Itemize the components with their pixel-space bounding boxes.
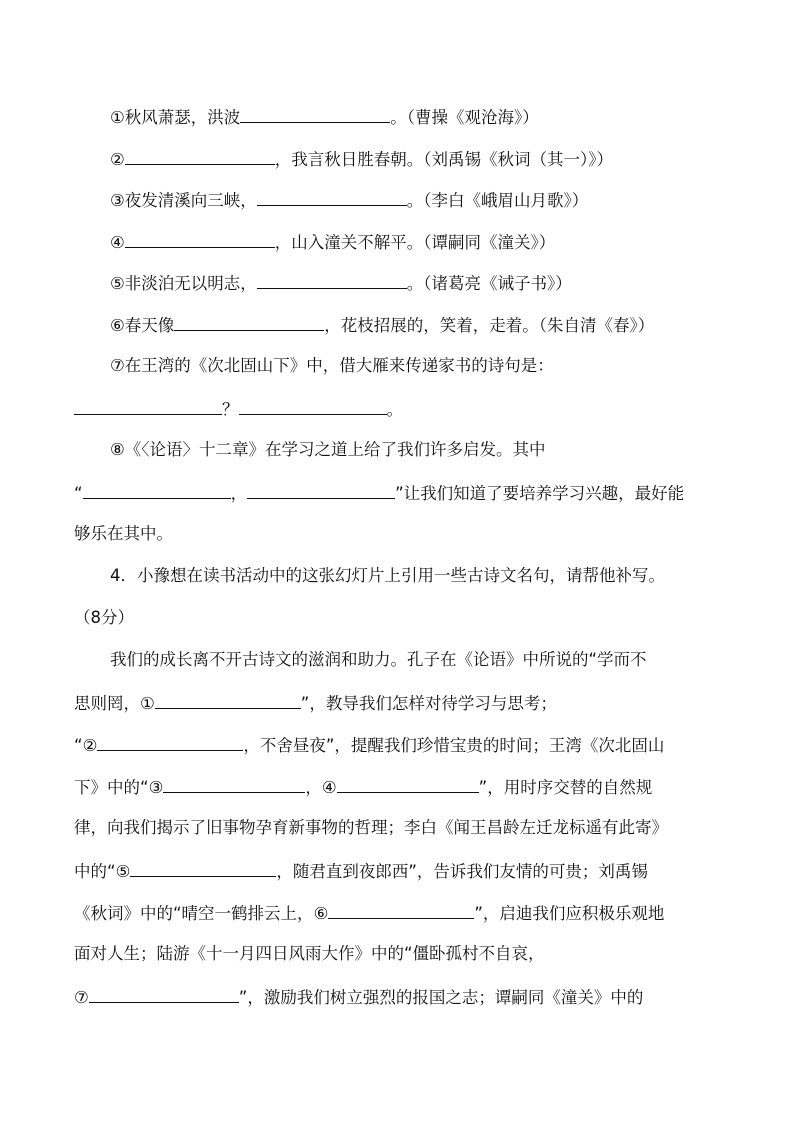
passage-line-9: ⑦ ”，激励我们树立强烈的报国之志；谭嗣同《潼关》中的 (74, 983, 754, 1009)
passage-line-5: 律，向我们揭示了旧事物孕育新事物的哲理；李白《闻王昌龄左迁龙标遥有此寄》 (74, 818, 668, 837)
question-mark: ？ (222, 400, 239, 419)
answer-blank-8b[interactable] (247, 479, 395, 499)
item-7 (110, 353, 754, 379)
answer-blank-2[interactable] (125, 145, 275, 165)
item-text: ”让我们知道了要培养学习兴趣，最好能 (395, 484, 685, 503)
item-text: 《〈论语〉十二章》在学习之道上给了我们许多启发。其中 (124, 440, 546, 459)
item-number: ⑧ (110, 440, 125, 459)
blank-number: ① (140, 694, 155, 713)
item-1 (110, 103, 754, 129)
passage-line-1: 我们的成长离不开古诗文的滋润和助力。孔子在《论语》中所说的“学而不 (110, 650, 647, 669)
passage-line-8: 面对人生；陆游《十一月四日风雨大作》中的“僵卧孤村不自哀， (74, 944, 545, 963)
item-text: 够乐在其中。 (74, 524, 173, 543)
item-2 (110, 145, 754, 171)
passage-line-4: 下》中的“③ ，④ ”，用时序交替的自然规 (74, 773, 754, 799)
item-text: 秋风萧瑟，洪波 (124, 108, 241, 127)
answer-blank-7a[interactable] (74, 395, 222, 415)
blank-number: ④ (321, 778, 337, 797)
passage-line-7: 《秋词》中的“晴空一鹤排云上，⑥ ”，启迪我们应积极乐观地 (74, 899, 754, 925)
item-5 (110, 269, 754, 295)
item-text: 春天像 (124, 316, 175, 335)
answer-blank-8a[interactable] (83, 479, 231, 499)
item-source: ，我言秋日胜春朝。（刘禹锡《秋词（其一）》） (274, 150, 614, 169)
blank-number: ⑥ (313, 904, 329, 923)
answer-blank-7b[interactable] (239, 395, 387, 415)
item-text: 在王湾的《次北固山下》中，借大雁来传递家书的诗句是： (124, 356, 554, 375)
blank-number: ② (82, 736, 98, 755)
passage-blank-7[interactable] (89, 983, 239, 1003)
item-source: 。（曹操《观沧海》） (390, 108, 539, 127)
item-number: ① (110, 108, 125, 127)
item-8-answer-line (74, 479, 754, 505)
item-number: ⑤ (110, 274, 125, 293)
answer-blank-3[interactable] (257, 186, 407, 206)
item-3 (110, 186, 754, 212)
item-source: ，花枝招展的，笑着，走着。（朱自清《春》） (324, 316, 655, 335)
item-number: ② (110, 150, 125, 169)
item-text: 非淡泊无以明志， (124, 274, 257, 293)
passage-blank-4[interactable] (337, 773, 479, 793)
period: 。 (386, 400, 403, 419)
item-source: 。（诸葛亮《诫子书》） (406, 274, 572, 293)
question-title: 4．小豫想在读书活动中的这张幻灯片上引用一些古诗文名句，请帮他补写。 (110, 566, 665, 585)
item-source: ，山入潼关不解平。（谭嗣同《潼关》） (274, 233, 556, 252)
item-number: ④ (110, 233, 125, 252)
passage-line-6: 中的“⑤ ，随君直到夜郎西”，告诉我们友情的可贵；刘禹锡 (74, 857, 754, 883)
item-number: ⑥ (110, 316, 125, 335)
passage-blank-2[interactable] (97, 731, 243, 751)
item-8-end-line (74, 521, 754, 547)
item-4 (110, 228, 754, 254)
item-number: ⑦ (110, 356, 125, 375)
question-score: （8分） (74, 608, 134, 627)
passage-blank-1[interactable] (155, 689, 301, 709)
comma: ， (230, 484, 248, 503)
item-source: 。（李白《峨眉山月歌》） (406, 191, 589, 210)
open-quote: “ (74, 484, 83, 503)
passage-line-2: 思则罔，① ”，教导我们怎样对待学习与思考； (74, 689, 754, 715)
passage-blank-3[interactable] (163, 773, 305, 793)
blank-number: ⑦ (74, 988, 89, 1007)
item-7-answer-line (74, 395, 754, 421)
answer-blank-1[interactable] (240, 103, 390, 123)
blank-number: ⑤ (115, 862, 131, 881)
passage-line-3: “② ，不舍昼夜”，提醒我们珍惜宝贵的时间；王湾《次北固山 (74, 731, 754, 757)
item-8 (110, 437, 754, 463)
blank-number: ③ (148, 778, 164, 797)
passage-blank-5[interactable] (130, 857, 276, 877)
item-text: 夜发清溪向三峡， (124, 191, 257, 210)
answer-blank-4[interactable] (125, 228, 275, 248)
item-number: ③ (110, 191, 125, 210)
passage-blank-6[interactable] (328, 899, 474, 919)
item-6 (110, 311, 754, 337)
answer-blank-6[interactable] (174, 311, 324, 331)
answer-blank-5[interactable] (257, 269, 407, 289)
